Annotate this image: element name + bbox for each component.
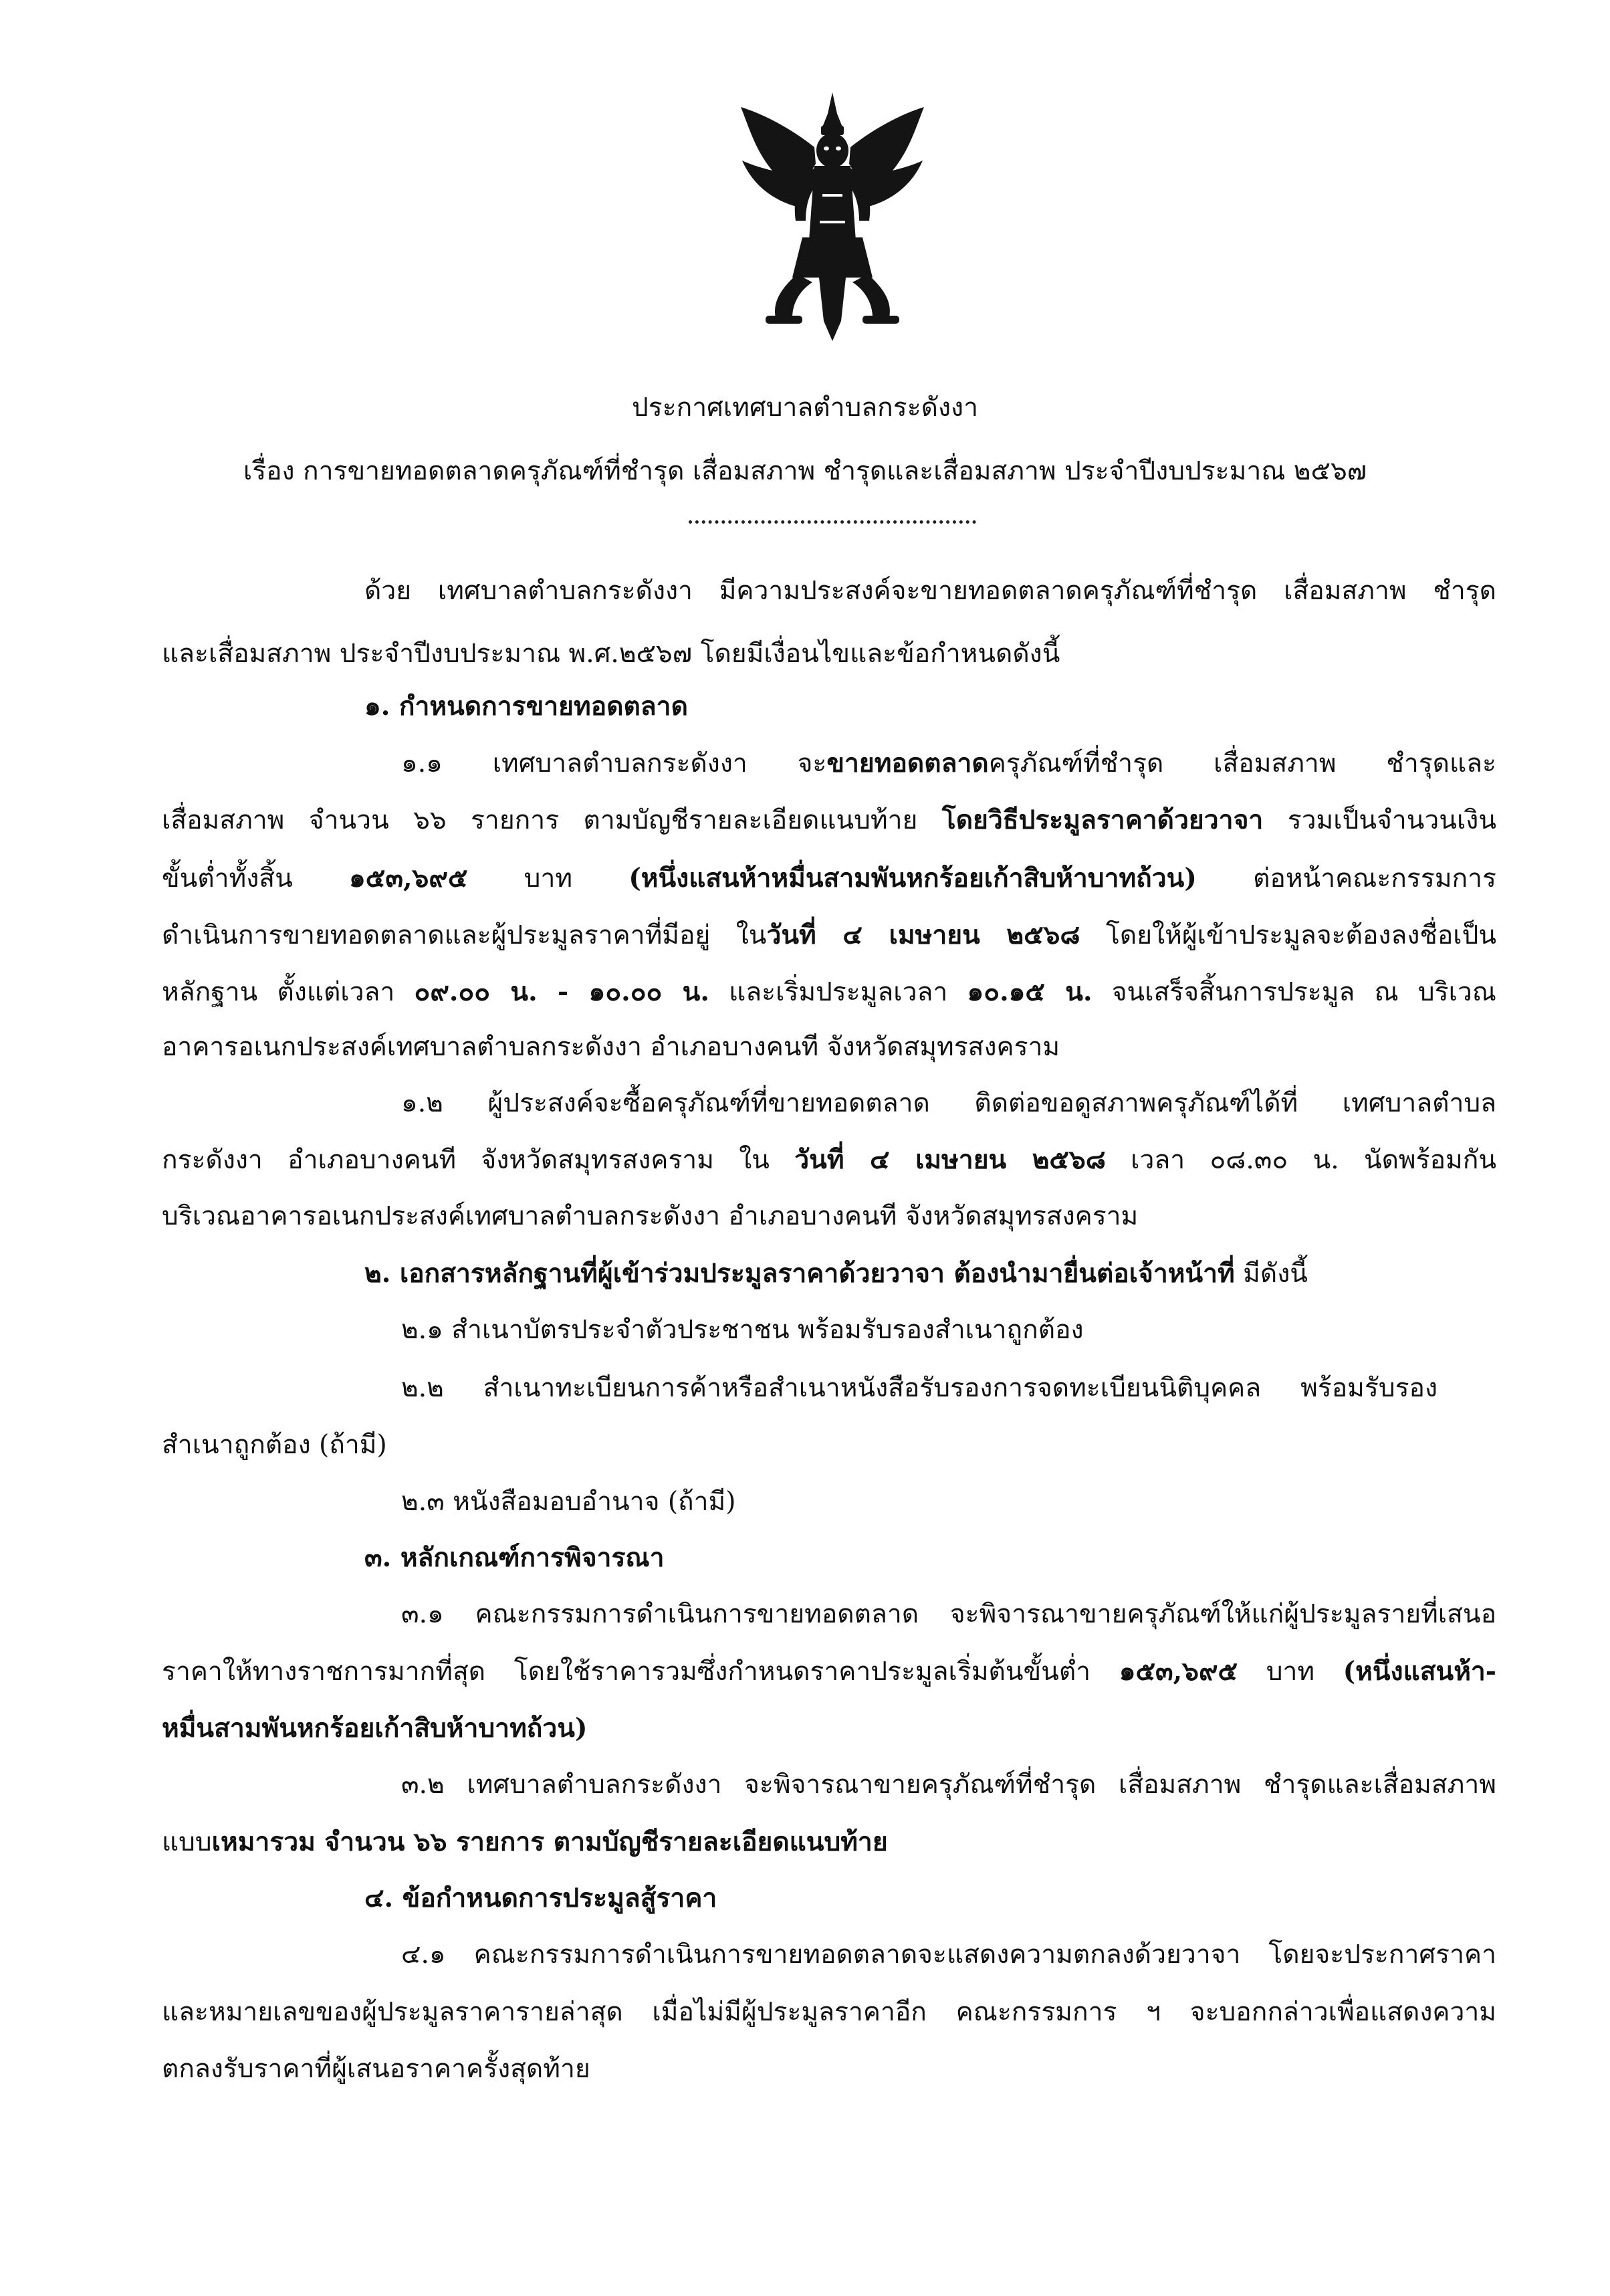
section-1-2-line-1: ๑.๒ ผู้ประสงค์จะซื้อครุภัณฑ์ที่ขายทอดตลาด ติดต่อขอดูสภาพครุภัณฑ์ได้ที่ เทศบาลตำบล [401, 1088, 1496, 1118]
section-3-2-line-2: แบบเหมารวม จำนวน ๖๖ รายการ ตามบัญชีรายละเอียดแนบท้าย [162, 1827, 888, 1857]
section-4-1-line-3: ตกลงรับราคาที่ผู้เสนอราคาครั้งสุดท้าย [162, 2054, 590, 2084]
intro-line-1: ด้วย เทศบาลตำบลกระดังงา มีความประสงค์จะขายทอดตลาดครุภัณฑ์ที่ชำรุด เสื่อมสภาพ ชำรุด [364, 576, 1496, 606]
section-3-1-line-2: ราคาให้ทางราชการมากที่สุด โดยใช้ราคารวมซึ่งกำหนดราคาประมูลเริ่มต้นขั้นต่ำ ๑๕๓,๖๙๕ บาท (หนึ่งแสนห้า- [162, 1656, 1496, 1687]
section-2-heading: ๒. เอกสารหลักฐานที่ผู้เข้าร่วมประมูลราคาด้วยวาจา ต้องนำมายื่นต่อเจ้าหน้าที่ มีดังนี้ [364, 1258, 1308, 1289]
section-4-1-line-2: และหมายเลขของผู้ประมูลราคารายล่าสุด เมื่อไม่มีผู้ประมูลราคาอีก คณะกรรมการ ฯ จะบอกกล่าวเพื่อแสดงความ [162, 1997, 1496, 2027]
section-1-1-line-3: ขั้นต่ำทั้งสิ้น ๑๕๓,๖๙๕ บาท (หนึ่งแสนห้าหมื่นสามพันหกร้อยเก้าสิบห้าบาทถ้วน) ต่อหน้าคณะกรรมการ [162, 863, 1496, 894]
section-1-heading: ๑. กำหนดการขายทอดตลาด [364, 691, 688, 722]
section-1-1-line-4: ดำเนินการขายทอดตลาดและผู้ประมูลราคาที่มีอยู่ ในวันที่ ๔ เมษายน ๒๕๖๘ โดยให้ผู้เข้าประมูลจะต้องลงชื่อเป็น [162, 920, 1496, 950]
garuda-emblem [735, 87, 929, 348]
section-1-1-line-6: อาคารอเนกประสงค์เทศบาลตำบลกระดังงา อำเภอบางคนที จังหวัดสมุทรสงคราม [162, 1032, 1060, 1062]
section-2-1: ๒.๑ สำเนาบัตรประจำตัวประชาชน พร้อมรับรองสำเนาถูกต้อง [401, 1315, 1084, 1345]
intro-line-2: และเสื่อมสภาพ ประจำปีงบประมาณ พ.ศ.๒๕๖๗ โดยมีเงื่อนไขและข้อกำหนดดังนี้ [162, 639, 1060, 669]
section-3-1-line-1: ๓.๑ คณะกรรมการดำเนินการขายทอดตลาด จะพิจารณาขายครุภัณฑ์ให้แก่ผู้ประมูลรายที่เสนอ [401, 1599, 1496, 1629]
section-3-heading: ๓. หลักเกณฑ์การพิจารณา [364, 1542, 665, 1573]
separator-line [689, 520, 976, 524]
section-1-1-line-1: ๑.๑ เทศบาลตำบลกระดังงา จะขายทอดตลาดครุภัณฑ์ที่ชำรุด เสื่อมสภาพ ชำรุดและ [401, 748, 1496, 778]
section-4-heading: ๔. ข้อกำหนดการประมูลสู้ราคา [364, 1883, 717, 1913]
section-1-1-line-2: เสื่อมสภาพ จำนวน ๖๖ รายการ ตามบัญชีรายละเอียดแนบท้าย โดยวิธีประมูลราคาด้วยวาจา รวมเป็นจำนวนเงิน [162, 805, 1497, 835]
section-3-1-line-3: หมื่นสามพันหกร้อยเก้าสิบห้าบาทถ้วน) [162, 1713, 588, 1744]
section-1-2-line-2: กระดังงา อำเภอบางคนที จังหวัดสมุทรสงคราม ใน วันที่ ๔ เมษายน ๒๕๖๘ เวลา ๐๘.๓๐ น. นัดพร้อมกัน [162, 1144, 1496, 1175]
section-2-2-line-2: สำเนาถูกต้อง (ถ้ามี) [162, 1430, 387, 1460]
section-3-2-line-1: ๓.๒ เทศบาลตำบลกระดังงา จะพิจารณาขายครุภัณฑ์ที่ชำรุด เสื่อมสภาพ ชำรุดและเสื่อมสภาพ [401, 1770, 1496, 1800]
section-1-1-line-5: หลักฐาน ตั้งแต่เวลา ๐๙.๐๐ น. - ๑๐.๐๐ น. และเริ่มประมูลเวลา ๑๐.๑๕ น. จนเสร็จสิ้นการประมูล ณ บริเวณ [162, 976, 1496, 1007]
section-1-2-line-3: บริเวณอาคารอเนกประสงค์เทศบาลตำบลกระดังงา อำเภอบางคนที จังหวัดสมุทรสงคราม [162, 1201, 1139, 1231]
announcement-title: ประกาศเทศบาลตำบลกระดังงา [632, 393, 978, 423]
section-4-1-line-1: ๔.๑ คณะกรรมการดำเนินการขายทอดตลาดจะแสดงความตกลงด้วยวาจา โดยจะประกาศราคา [401, 1940, 1496, 1970]
section-2-2-line-1: ๒.๒ สำเนาทะเบียนการค้าหรือสำเนาหนังสือรับรองการจดทะเบียนนิติบุคคล พร้อมรับรอง [401, 1373, 1438, 1403]
section-2-3: ๒.๓ หนังสือมอบอำนาจ (ถ้ามี) [401, 1487, 736, 1517]
announcement-subject: เรื่อง การขายทอดตลาดครุภัณฑ์ที่ชำรุด เสื่อมสภาพ ชำรุดและเสื่อมสภาพ ประจำปีงบประมาณ ๒๕๖๗ [243, 456, 1367, 486]
